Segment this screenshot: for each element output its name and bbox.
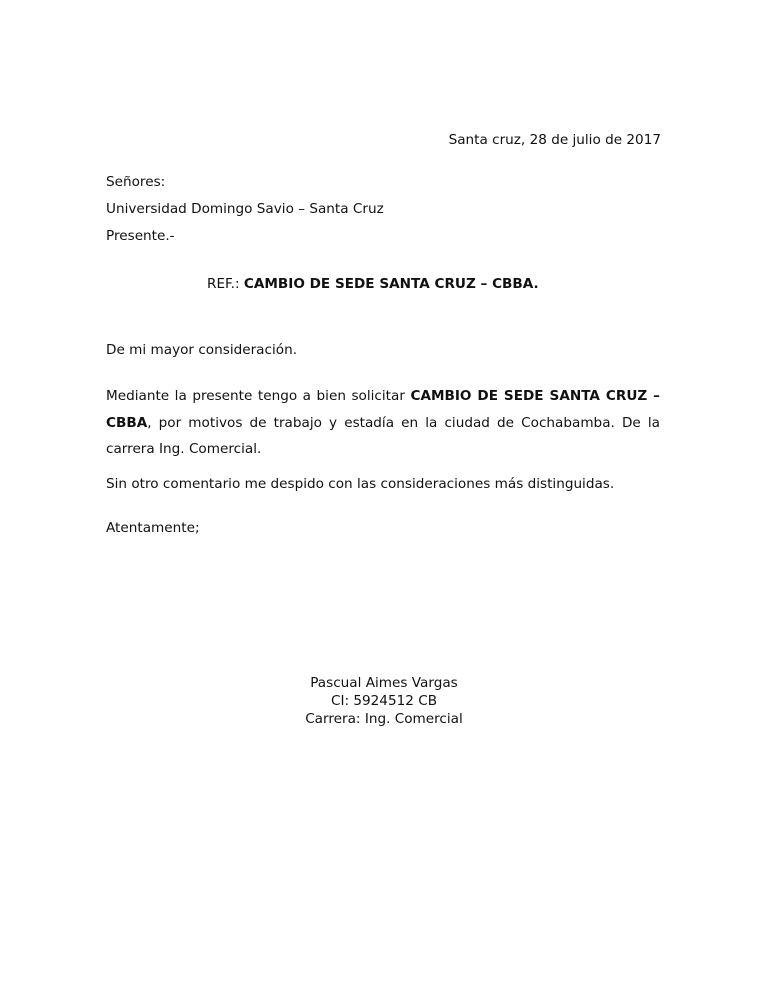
recipient-salutation: Señores:: [106, 174, 166, 190]
body-request: CAMBIO DE SEDE SANTA CRUZ – CBBA: [106, 388, 660, 431]
body-paragraph: [106, 383, 660, 463]
recipient-presente: Presente.-: [106, 228, 175, 244]
greeting: De mi mayor consideración.: [106, 342, 298, 358]
reference-subject: CAMBIO DE SEDE SANTA CRUZ – CBBA.: [243, 276, 539, 292]
signature-id: CI: 5924512 CB: [330, 693, 438, 709]
signature-career: Carrera: Ing. Comercial: [305, 711, 463, 727]
recipient-institution: Universidad Domingo Savio – Santa Cruz: [106, 201, 384, 217]
reference-line: [207, 275, 539, 293]
body-intro: Mediante la presente tengo a bien solicitar: [106, 388, 405, 404]
signature-block: [234, 674, 534, 728]
letter-date: Santa cruz, 28 de julio de 2017: [448, 132, 661, 148]
body-rest: , por motivos de trabajo y estadía en la ciudad de Cochabamba. De la carrera Ing. Comercial.: [106, 414, 660, 457]
closing-sentence: Sin otro comentario me despido con las consideraciones más distinguidas.: [106, 476, 615, 492]
signature-name: Pascual Aimes Vargas: [310, 675, 458, 691]
reference-label: REF.:: [207, 276, 240, 292]
regards: Atentamente;: [106, 520, 200, 536]
